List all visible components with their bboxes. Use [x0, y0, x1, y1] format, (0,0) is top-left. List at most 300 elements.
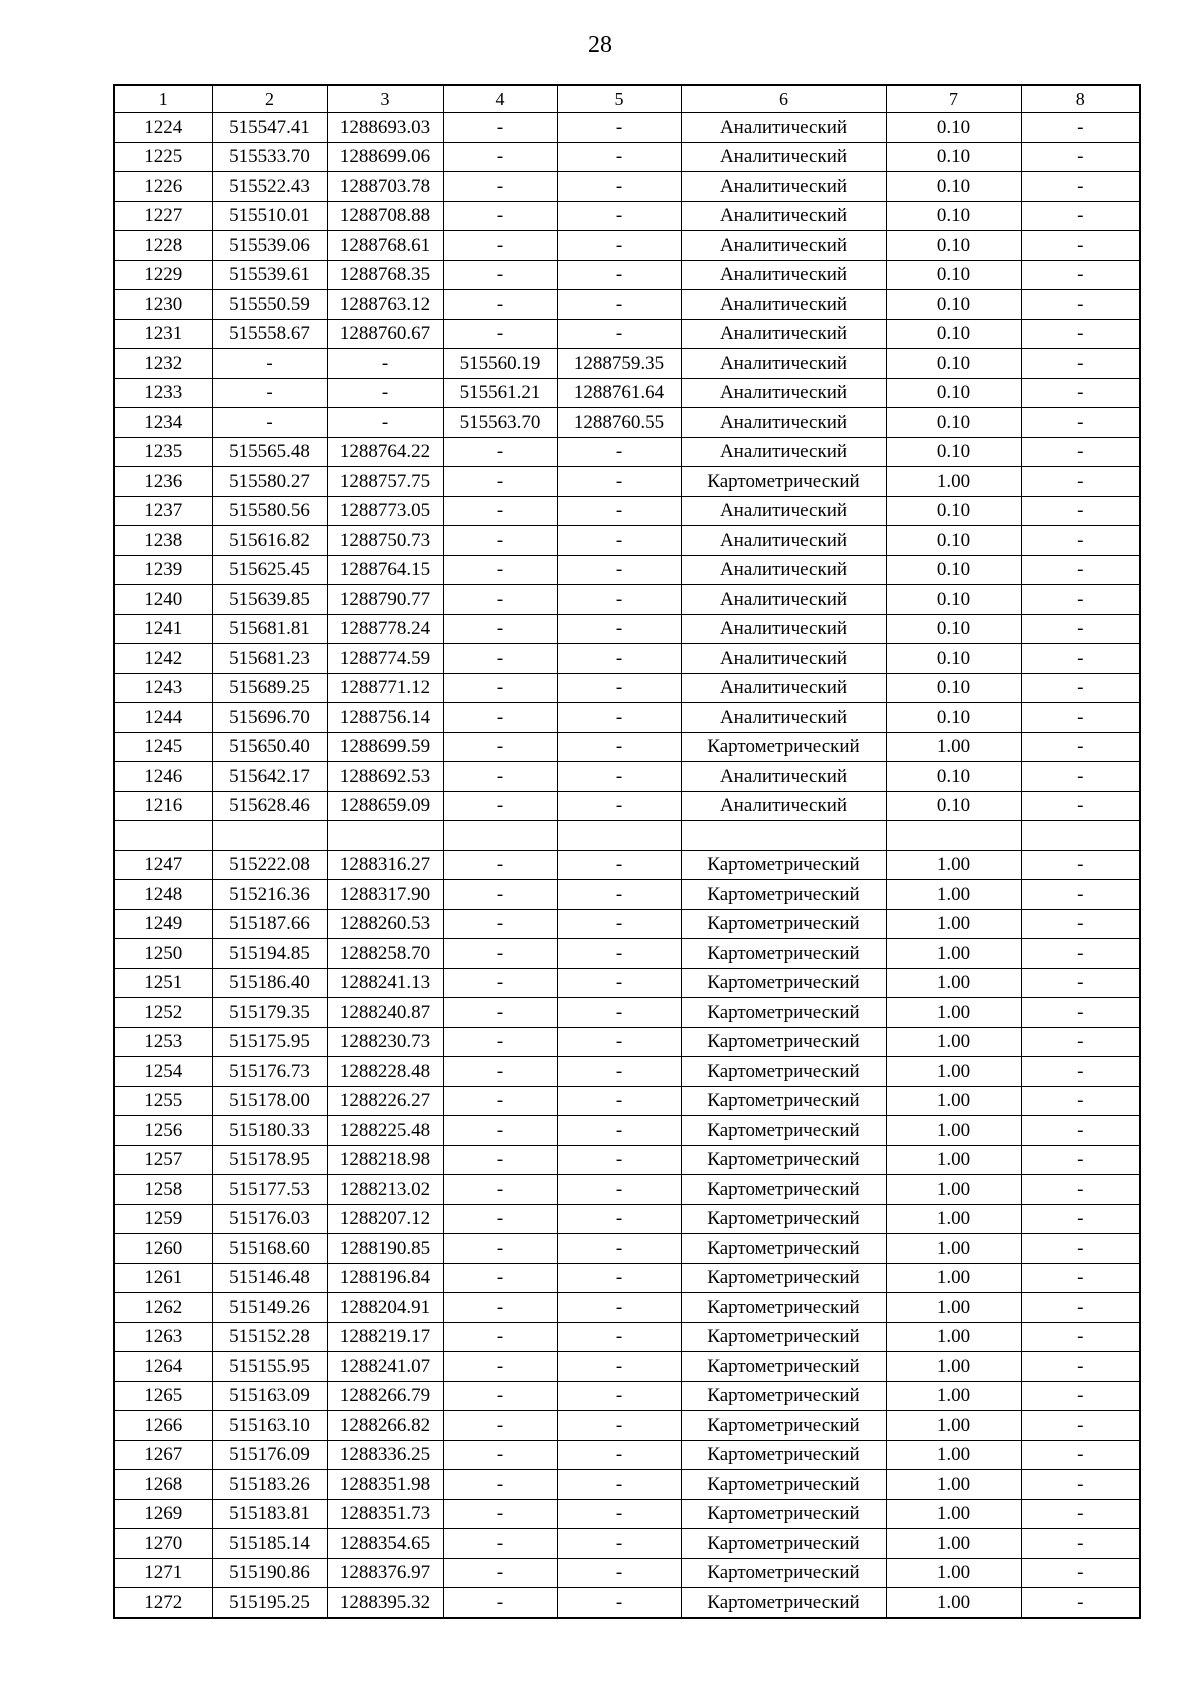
table-cell: 515186.40 — [212, 968, 327, 998]
table-cell: Картометрический — [681, 1588, 886, 1618]
table-cell: 1236 — [114, 467, 212, 497]
table-cell: 1.00 — [886, 1352, 1021, 1382]
table-cell: - — [443, 1027, 557, 1057]
table-cell: 1255 — [114, 1086, 212, 1116]
table-row — [114, 142, 1140, 172]
table-cell: - — [557, 1293, 681, 1323]
table-cell: - — [443, 260, 557, 290]
table-row — [114, 496, 1140, 526]
table-cell: 1288790.77 — [327, 585, 443, 615]
table-cell: 1271 — [114, 1558, 212, 1588]
header-cell: 1 — [114, 85, 212, 113]
table-cell — [886, 821, 1021, 851]
table-cell: - — [443, 526, 557, 556]
table-cell: 1.00 — [886, 998, 1021, 1028]
table-cell: 1288764.22 — [327, 437, 443, 467]
table-cell: - — [443, 172, 557, 202]
table-cell: - — [443, 968, 557, 998]
table-cell: 515522.43 — [212, 172, 327, 202]
coordinates-table-container — [113, 84, 1141, 1619]
table-cell: 1288692.53 — [327, 762, 443, 792]
table-cell: 515185.14 — [212, 1529, 327, 1559]
table-cell: 1263 — [114, 1322, 212, 1352]
table-cell — [114, 821, 212, 851]
table-cell: 1.00 — [886, 1322, 1021, 1352]
table-cell: - — [443, 703, 557, 733]
table-cell: 515689.25 — [212, 673, 327, 703]
table-cell: - — [1021, 1175, 1140, 1205]
table-row — [114, 260, 1140, 290]
table-cell: 1247 — [114, 850, 212, 880]
table-cell: Картометрический — [681, 1175, 886, 1205]
table-cell: 1.00 — [886, 732, 1021, 762]
table-cell: - — [557, 1381, 681, 1411]
table-cell: 1256 — [114, 1116, 212, 1146]
table-cell: 515550.59 — [212, 290, 327, 320]
table-cell: 1288699.06 — [327, 142, 443, 172]
table-cell: 1.00 — [886, 1116, 1021, 1146]
table-cell: 1240 — [114, 585, 212, 615]
table-cell: - — [443, 1263, 557, 1293]
table-cell: - — [1021, 614, 1140, 644]
table-cell: 0.10 — [886, 703, 1021, 733]
table-cell: Картометрический — [681, 880, 886, 910]
table-cell: - — [1021, 319, 1140, 349]
table-cell: 1288693.03 — [327, 113, 443, 143]
table-cell: - — [443, 673, 557, 703]
table-cell: 1227 — [114, 201, 212, 231]
table-cell: 1.00 — [886, 1204, 1021, 1234]
table-body — [114, 85, 1140, 1618]
table-cell: 1261 — [114, 1263, 212, 1293]
table-cell: 1288699.59 — [327, 732, 443, 762]
table-row — [114, 732, 1140, 762]
table-cell: - — [557, 1352, 681, 1382]
table-cell: 1265 — [114, 1381, 212, 1411]
table-cell: - — [1021, 998, 1140, 1028]
table-cell: 1288761.64 — [557, 378, 681, 408]
coordinates-table — [113, 84, 1141, 1619]
table-row — [114, 644, 1140, 674]
table-cell: 1257 — [114, 1145, 212, 1175]
table-cell: 515639.85 — [212, 585, 327, 615]
table-cell: - — [557, 1204, 681, 1234]
table-row — [114, 1558, 1140, 1588]
table-cell: 515178.00 — [212, 1086, 327, 1116]
table-cell: - — [1021, 1204, 1140, 1234]
table-cell: 0.10 — [886, 142, 1021, 172]
table-cell: - — [1021, 909, 1140, 939]
table-cell: 1269 — [114, 1499, 212, 1529]
table-cell: 1.00 — [886, 1175, 1021, 1205]
table-cell: 1288750.73 — [327, 526, 443, 556]
table-cell: 1288207.12 — [327, 1204, 443, 1234]
table-cell: - — [557, 1499, 681, 1529]
table-cell: - — [557, 998, 681, 1028]
table-cell: 1225 — [114, 142, 212, 172]
table-cell: Картометрический — [681, 1381, 886, 1411]
table-cell: - — [443, 319, 557, 349]
table-cell: - — [443, 437, 557, 467]
table-row — [114, 791, 1140, 821]
table-cell — [681, 821, 886, 851]
table-cell: 1242 — [114, 644, 212, 674]
table-cell: 1.00 — [886, 1529, 1021, 1559]
table-cell: 1288204.91 — [327, 1293, 443, 1323]
table-cell: - — [443, 496, 557, 526]
table-cell: 1288228.48 — [327, 1057, 443, 1087]
table-cell: - — [1021, 585, 1140, 615]
header-cell: 7 — [886, 85, 1021, 113]
table-row — [114, 172, 1140, 202]
table-cell: Картометрический — [681, 1293, 886, 1323]
table-cell: - — [443, 1322, 557, 1352]
table-cell: - — [212, 408, 327, 438]
table-row-blank — [114, 821, 1140, 851]
table-cell: 1288260.53 — [327, 909, 443, 939]
table-cell: - — [1021, 939, 1140, 969]
table-cell: - — [557, 1588, 681, 1618]
table-cell: - — [443, 1234, 557, 1264]
table-cell: - — [443, 1558, 557, 1588]
table-cell: - — [557, 673, 681, 703]
table-cell — [557, 821, 681, 851]
table-cell: 0.10 — [886, 349, 1021, 379]
table-cell: Аналитический — [681, 703, 886, 733]
table-cell: Картометрический — [681, 939, 886, 969]
table-cell: - — [557, 113, 681, 143]
table-cell: 515539.61 — [212, 260, 327, 290]
table-cell: 515565.48 — [212, 437, 327, 467]
table-cell: 1288703.78 — [327, 172, 443, 202]
table-row — [114, 437, 1140, 467]
table-cell: - — [443, 585, 557, 615]
table-cell: - — [1021, 1027, 1140, 1057]
table-cell: - — [557, 939, 681, 969]
table-cell: Картометрический — [681, 998, 886, 1028]
table-cell: 1272 — [114, 1588, 212, 1618]
table-header-row — [114, 85, 1140, 113]
table-cell: Аналитический — [681, 378, 886, 408]
table-cell: 1288241.13 — [327, 968, 443, 998]
table-cell: 0.10 — [886, 260, 1021, 290]
table-cell: - — [443, 1086, 557, 1116]
table-cell: 1288241.07 — [327, 1352, 443, 1382]
table-cell: 515580.56 — [212, 496, 327, 526]
table-row — [114, 378, 1140, 408]
table-cell: 515194.85 — [212, 939, 327, 969]
table-cell: 1232 — [114, 349, 212, 379]
table-cell: 515176.03 — [212, 1204, 327, 1234]
table-cell: - — [443, 201, 557, 231]
table-cell: - — [443, 880, 557, 910]
table-cell: 1246 — [114, 762, 212, 792]
table-cell: Аналитический — [681, 614, 886, 644]
table-cell: - — [443, 1352, 557, 1382]
table-cell: 515163.10 — [212, 1411, 327, 1441]
table-cell: 515580.27 — [212, 467, 327, 497]
table-row — [114, 319, 1140, 349]
table-cell: - — [557, 172, 681, 202]
table-cell: Аналитический — [681, 762, 886, 792]
table-cell: - — [1021, 496, 1140, 526]
table-cell: 1288196.84 — [327, 1263, 443, 1293]
table-row — [114, 939, 1140, 969]
table-cell: 0.10 — [886, 673, 1021, 703]
table-cell: 1.00 — [886, 939, 1021, 969]
header-cell: 2 — [212, 85, 327, 113]
table-cell: 515616.82 — [212, 526, 327, 556]
table-cell: - — [1021, 467, 1140, 497]
table-cell: - — [212, 349, 327, 379]
table-row — [114, 703, 1140, 733]
table-cell: Аналитический — [681, 349, 886, 379]
table-cell: - — [557, 1411, 681, 1441]
table-cell: 1264 — [114, 1352, 212, 1382]
table-cell: 1270 — [114, 1529, 212, 1559]
table-cell: - — [443, 762, 557, 792]
table-cell: - — [212, 378, 327, 408]
table-cell: - — [1021, 408, 1140, 438]
table-cell: Аналитический — [681, 437, 886, 467]
table-row — [114, 201, 1140, 231]
table-cell: Картометрический — [681, 1411, 886, 1441]
table-cell: - — [557, 290, 681, 320]
table-cell: Аналитический — [681, 113, 886, 143]
table-cell: 515155.95 — [212, 1352, 327, 1382]
table-row — [114, 850, 1140, 880]
table-cell: - — [1021, 526, 1140, 556]
table-cell: - — [1021, 732, 1140, 762]
table-cell: - — [443, 791, 557, 821]
table-cell: 1288768.35 — [327, 260, 443, 290]
table-cell: 1.00 — [886, 1027, 1021, 1057]
table-cell: 1244 — [114, 703, 212, 733]
table-cell: 1216 — [114, 791, 212, 821]
table-cell: - — [1021, 791, 1140, 821]
table-cell: 515216.36 — [212, 880, 327, 910]
table-cell: - — [557, 142, 681, 172]
table-row — [114, 408, 1140, 438]
table-cell: - — [1021, 172, 1140, 202]
table-cell: 1.00 — [886, 968, 1021, 998]
table-cell: 515175.95 — [212, 1027, 327, 1057]
table-cell: 1229 — [114, 260, 212, 290]
table-cell: - — [1021, 850, 1140, 880]
table-cell: - — [327, 408, 443, 438]
table-cell: 1.00 — [886, 1057, 1021, 1087]
table-cell: - — [1021, 290, 1140, 320]
table-cell: 1241 — [114, 614, 212, 644]
table-cell: - — [557, 526, 681, 556]
table-cell: - — [443, 1529, 557, 1559]
table-cell: - — [1021, 673, 1140, 703]
table-cell: - — [557, 1440, 681, 1470]
table-row — [114, 614, 1140, 644]
table-cell: Картометрический — [681, 467, 886, 497]
table-cell: - — [1021, 437, 1140, 467]
table-cell: Аналитический — [681, 673, 886, 703]
table-cell: - — [443, 1411, 557, 1441]
table-cell: Картометрический — [681, 1529, 886, 1559]
table-cell: - — [443, 1499, 557, 1529]
table-cell: 1288336.25 — [327, 1440, 443, 1470]
table-cell: 515180.33 — [212, 1116, 327, 1146]
table-cell: - — [1021, 968, 1140, 998]
table-cell: - — [443, 467, 557, 497]
table-cell: - — [443, 1204, 557, 1234]
table-cell: 1230 — [114, 290, 212, 320]
table-cell: - — [557, 614, 681, 644]
table-row — [114, 1204, 1140, 1234]
table-cell: - — [1021, 555, 1140, 585]
table-cell: - — [557, 1558, 681, 1588]
table-cell: 0.10 — [886, 496, 1021, 526]
table-cell: - — [557, 319, 681, 349]
table-cell: 515642.17 — [212, 762, 327, 792]
table-row — [114, 1381, 1140, 1411]
table-cell: 1288774.59 — [327, 644, 443, 674]
table-cell: 1.00 — [886, 467, 1021, 497]
table-cell: 0.10 — [886, 555, 1021, 585]
table-cell: Картометрический — [681, 850, 886, 880]
table-cell: 515563.70 — [443, 408, 557, 438]
table-cell: 1288773.05 — [327, 496, 443, 526]
table-cell: - — [557, 968, 681, 998]
table-cell: - — [443, 142, 557, 172]
table-cell: 515195.25 — [212, 1588, 327, 1618]
table-cell: 1.00 — [886, 1411, 1021, 1441]
table-cell: - — [557, 791, 681, 821]
table-cell: - — [557, 644, 681, 674]
table-row — [114, 1116, 1140, 1146]
table-cell: - — [1021, 349, 1140, 379]
table-cell: 1.00 — [886, 1440, 1021, 1470]
table-cell: 1.00 — [886, 1086, 1021, 1116]
table-cell: 1233 — [114, 378, 212, 408]
table-cell: 1.00 — [886, 1558, 1021, 1588]
table-cell: 515152.28 — [212, 1322, 327, 1352]
table-cell: 1.00 — [886, 1499, 1021, 1529]
table-cell: - — [443, 113, 557, 143]
table-cell: Картометрический — [681, 1086, 886, 1116]
table-cell: - — [557, 1322, 681, 1352]
table-cell: - — [443, 614, 557, 644]
table-cell: - — [557, 909, 681, 939]
table-cell: 1288354.65 — [327, 1529, 443, 1559]
table-cell: - — [443, 1145, 557, 1175]
table-cell: - — [443, 1057, 557, 1087]
table-cell: - — [443, 998, 557, 1028]
table-row — [114, 555, 1140, 585]
table-cell: 515168.60 — [212, 1234, 327, 1264]
table-cell: 1288376.97 — [327, 1558, 443, 1588]
table-cell: 1.00 — [886, 1263, 1021, 1293]
table-cell: 1288266.79 — [327, 1381, 443, 1411]
table-row — [114, 1293, 1140, 1323]
table-cell: - — [1021, 1499, 1140, 1529]
table-cell: Аналитический — [681, 555, 886, 585]
table-cell: 1288659.09 — [327, 791, 443, 821]
table-cell: 515183.81 — [212, 1499, 327, 1529]
table-row — [114, 1145, 1140, 1175]
table-cell: - — [1021, 1057, 1140, 1087]
table-cell: 515558.67 — [212, 319, 327, 349]
table-cell: 515177.53 — [212, 1175, 327, 1205]
table-row — [114, 1234, 1140, 1264]
table-row — [114, 1263, 1140, 1293]
table-cell: 1224 — [114, 113, 212, 143]
table-cell: - — [443, 555, 557, 585]
table-cell: 1.00 — [886, 1234, 1021, 1264]
table-row — [114, 349, 1140, 379]
table-cell: 1288759.35 — [557, 349, 681, 379]
table-cell: - — [557, 1470, 681, 1500]
table-cell: - — [1021, 1116, 1140, 1146]
table-row — [114, 585, 1140, 615]
header-cell: 4 — [443, 85, 557, 113]
table-row — [114, 1411, 1140, 1441]
table-cell — [212, 821, 327, 851]
table-cell: Картометрический — [681, 1263, 886, 1293]
table-cell: 1288708.88 — [327, 201, 443, 231]
table-cell: Картометрический — [681, 1499, 886, 1529]
table-cell: - — [1021, 1529, 1140, 1559]
table-cell: 515681.23 — [212, 644, 327, 674]
table-cell: - — [327, 349, 443, 379]
table-cell: 515187.66 — [212, 909, 327, 939]
table-cell: 1235 — [114, 437, 212, 467]
table-cell: 515625.45 — [212, 555, 327, 585]
table-cell: - — [443, 1470, 557, 1500]
table-cell: 1.00 — [886, 1470, 1021, 1500]
table-cell: - — [327, 378, 443, 408]
table-cell: Картометрический — [681, 968, 886, 998]
table-row — [114, 998, 1140, 1028]
table-row — [114, 968, 1140, 998]
table-cell: 1228 — [114, 231, 212, 261]
table-cell: 1288763.12 — [327, 290, 443, 320]
table-cell: - — [443, 909, 557, 939]
table-cell: 1260 — [114, 1234, 212, 1264]
table-cell: - — [1021, 1263, 1140, 1293]
table-cell: - — [1021, 1293, 1140, 1323]
table-cell: 1266 — [114, 1411, 212, 1441]
table-cell: 1243 — [114, 673, 212, 703]
page-number: 28 — [588, 32, 612, 58]
table-cell: - — [557, 260, 681, 290]
table-cell: 1288778.24 — [327, 614, 443, 644]
table-cell: - — [443, 290, 557, 320]
table-cell: 1262 — [114, 1293, 212, 1323]
table-cell: Картометрический — [681, 1145, 886, 1175]
table-cell: - — [1021, 142, 1140, 172]
table-cell: - — [557, 555, 681, 585]
table-row — [114, 1529, 1140, 1559]
table-cell: 1259 — [114, 1204, 212, 1234]
table-cell: 515696.70 — [212, 703, 327, 733]
table-cell: - — [557, 1086, 681, 1116]
table-cell: - — [443, 1293, 557, 1323]
table-cell: - — [1021, 1440, 1140, 1470]
table-cell: 1.00 — [886, 850, 1021, 880]
table-cell: 1248 — [114, 880, 212, 910]
table-cell: 515681.81 — [212, 614, 327, 644]
table-cell: 0.10 — [886, 319, 1021, 349]
table-cell: 1288316.27 — [327, 850, 443, 880]
table-cell: 1288190.85 — [327, 1234, 443, 1264]
table-cell: 1288351.98 — [327, 1470, 443, 1500]
